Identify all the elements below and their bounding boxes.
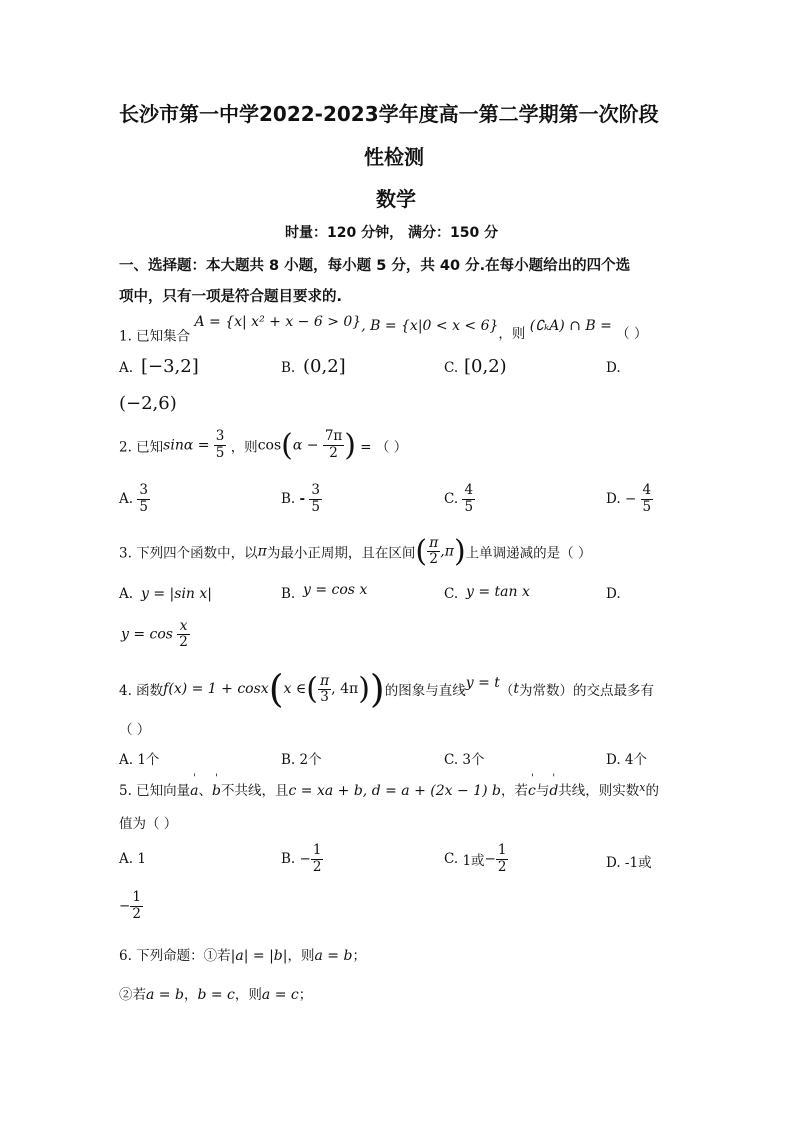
q5-mid: 不共线，且 [221, 783, 289, 799]
q3-interval-fraction: $\frac{\pi}{2}$ [429, 535, 439, 568]
paper-title-line2: 性检测 [364, 145, 424, 169]
q3-rparen: ) [453, 534, 466, 569]
q6-conclusion: a = b [314, 948, 353, 964]
q3-lparen: ( [415, 534, 428, 569]
q5-expr: c = xa + b, d = a + (2x − 1) b [288, 783, 501, 799]
q3-opt-b-label: B. [281, 586, 296, 602]
q4-rparen: ) [369, 667, 385, 711]
q6-end: ； [352, 948, 366, 964]
paper-subject: 数学 [376, 187, 416, 211]
q6-then: ，则 [287, 948, 315, 964]
q4-lparen: ( [268, 667, 284, 711]
q6-item2-conclusion: a = c [261, 987, 299, 1003]
q3-pi: π [257, 543, 267, 560]
q1-set-a: A = {x| x² + x − 6 > 0} [194, 314, 362, 330]
q4-mid: 的图象与直线 [384, 683, 466, 699]
q5-sep: 、 [198, 783, 213, 799]
q2-sin: sinα = [163, 437, 210, 454]
q2-then: ，则 [230, 439, 258, 456]
q4-blank: （ ） [119, 722, 151, 738]
q4-rparen2: ) [358, 671, 370, 707]
q2-blank: = （ ） [360, 439, 408, 456]
q1-opt-c-label: C. [444, 360, 459, 376]
q1-blank: （ ） [616, 326, 648, 342]
q3-lead: 3. 下列四个函数中，以 [119, 545, 258, 562]
question-5 [119, 779, 659, 799]
section-heading-line2: 项中，只有一项是符合题目要求的. [119, 289, 343, 305]
question-4 [119, 667, 654, 711]
q4-tail-open: （ [499, 683, 514, 699]
q1-then: ，则 [498, 326, 526, 342]
q2-opt-a: A. $\frac{3}{5}$ [119, 482, 148, 515]
paper-title-line1: 长沙市第一中学2022-2023学年度高一第二学期第一次阶段 [119, 102, 659, 126]
q1-opt-d: (−2,6) [119, 393, 177, 414]
q4-lead: 4. 函数 [119, 683, 164, 699]
question-3 [119, 534, 591, 569]
q2-rparen: ) [344, 428, 356, 463]
q4-range-tail: , 4π [331, 681, 359, 697]
q4-opt-b: B. 2个 [281, 752, 322, 768]
q3-opt-a: y = |sin x| [141, 586, 212, 602]
q4-opt-d: D. 4个 [606, 752, 648, 768]
q5-lead: 5. 已知向量 [119, 783, 191, 799]
q3-opt-c: y = tan x [466, 584, 530, 600]
q2-opt-b: B. - $\frac{3}{5}$ [281, 482, 321, 515]
q5-collinear: 共线，则实数 [558, 783, 640, 799]
q5-opt-d-label: D. -1或 [606, 855, 652, 871]
question-1 [119, 314, 648, 345]
q3-opt-a-label: A. [119, 586, 134, 602]
q3-opt-b: y = cos x [303, 582, 368, 598]
q3-opt-c-label: C. [444, 586, 459, 602]
q2-cos: cos [257, 437, 282, 454]
q3-opt-d: y = cos $\frac{x}{2}$ [121, 618, 188, 651]
q6-item2-lead: ②若 [119, 987, 146, 1003]
q4-tail: 为常数）的交点最多有 [519, 683, 655, 699]
q2-alpha: α − [292, 437, 319, 454]
q3-tail: 上单调递减的是（ ） [465, 545, 592, 562]
q1-lead: 1. 已知集合 [119, 328, 191, 345]
q1-expr: (∁ₖA) ∩ B = [529, 318, 612, 334]
q5-opt-c: C. 1或− $\frac{1}{2}$ [444, 842, 507, 875]
q5-opt-b: B. − $\frac{1}{2}$ [281, 842, 322, 875]
q4-function: f(x) = 1 + cosx [163, 681, 269, 697]
q6-item2-expr2: b = c [197, 987, 235, 1003]
q5-vec-d: ' d [549, 783, 558, 799]
q2-lparen: ( [281, 428, 293, 463]
q3-mid: 为最小正周期，且在区间 [266, 545, 416, 562]
q1-opt-a-label: A. [119, 360, 134, 376]
q4-opt-a: A. 1个 [119, 752, 160, 768]
q6-item2-sep: ， [183, 987, 198, 1003]
q5-opt-d-value: − $\frac{1}{2}$ [119, 889, 141, 922]
q2-sin-fraction: $\frac{3}{5}$ [215, 428, 225, 461]
q4-opt-c: C. 3个 [444, 752, 485, 768]
question-6-item-2 [119, 983, 312, 1003]
q2-lead: 2. 已知 [119, 439, 164, 456]
q4-x-in: x ∈ [283, 681, 307, 697]
q5-vec-c: ' c [528, 783, 536, 799]
question-2 [119, 428, 407, 463]
q4-t: t [513, 681, 520, 697]
q3-opt-d-label: D. [606, 586, 621, 602]
q4-range-fraction: $\frac{\pi}{3}$ [319, 672, 330, 705]
exam-info: 时量：120 分钟， 满分：150 分 [285, 225, 499, 241]
q4-lparen2: ( [306, 671, 318, 707]
q1-opt-d-label: D. [606, 360, 621, 376]
q1-opt-b: (0,2] [303, 356, 346, 377]
question-6 [119, 944, 366, 964]
q6-item2-then: ，则 [234, 987, 262, 1003]
q1-opt-b-label: B. [281, 360, 296, 376]
q6-item2-expr1: a = b [146, 987, 184, 1003]
q1-opt-c: [0,2) [464, 356, 507, 377]
q5-opt-a: A. 1 [119, 851, 146, 867]
q5-options [119, 843, 679, 885]
q6-condition: |a| = |b| [230, 948, 288, 964]
q5-line2: 值为（ ） [119, 816, 178, 832]
q1-set-b: , B = {x|0 < x < 6} [361, 318, 499, 334]
q6-item2-end: ； [298, 987, 313, 1003]
q5-vec-b: ' b [212, 783, 221, 799]
q3-interval-tail: ,π [440, 543, 454, 560]
q2-opt-d: D. − $\frac{4}{5}$ [606, 482, 652, 515]
q5-vec-a: ' a [190, 783, 198, 799]
section-heading-line1: 一、选择题：本大题共 8 小题，每小题 5 分，共 40 分.在每小题给出的四个选 [119, 258, 631, 274]
q2-options [119, 483, 679, 525]
q6-lead: 6. 下列命题：①若 [119, 948, 231, 964]
q2-opt-c: C. $\frac{4}{5}$ [444, 482, 474, 515]
q5-end: 的 [645, 783, 659, 799]
q2-pi-fraction: $\frac{7\pi}{2}$ [324, 428, 343, 461]
q5-if: ，若 [500, 783, 528, 799]
q4-line: y = t [465, 675, 500, 691]
q1-opt-a: [−3,2] [141, 356, 199, 377]
q5-with: 与 [535, 783, 550, 799]
q5-x: x [639, 781, 646, 794]
